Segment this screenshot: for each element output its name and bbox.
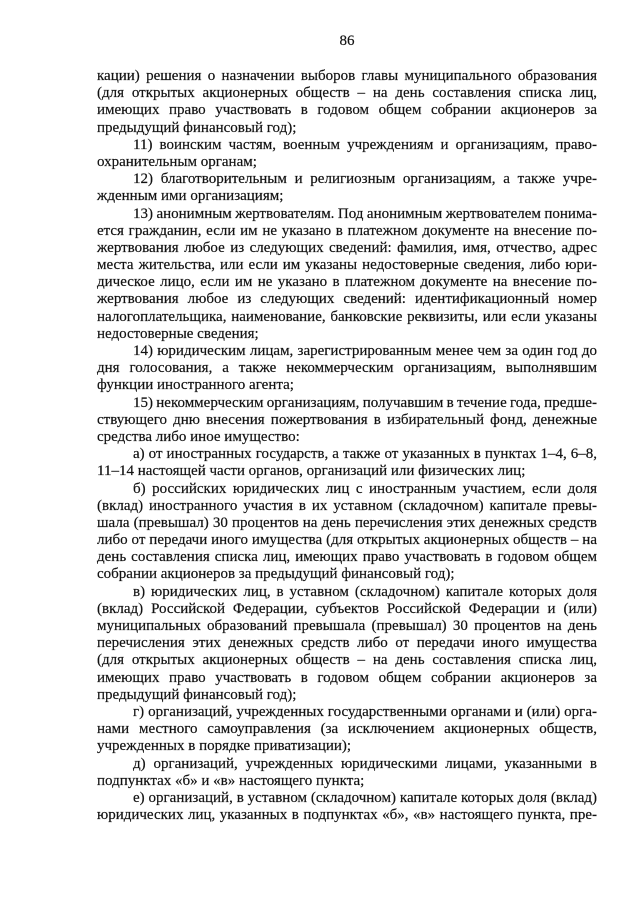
text-line: имеющих право участвовать в годовом общем собрании акционеров за: [97, 102, 597, 119]
text-line: 15) некоммерческим организациям, получавшим в течение года, предше-: [133, 394, 597, 411]
text-line: перечисления этих денежных средств либо от передачи иного имущества: [97, 635, 597, 652]
text-line: жденным ими организациям;: [97, 188, 284, 205]
text-line: ствующего дню внесения пожертвования в избирательный фонд, денежные: [97, 411, 597, 428]
paragraph-item-12: [97, 171, 597, 205]
text-line: б) российских юридических лиц с иностранным участием, если доля: [133, 480, 597, 497]
text-line: нами местного самоуправления (за исключением акционерных обществ,: [97, 721, 597, 738]
paragraph-item-15: [97, 395, 597, 447]
text-line: недостоверные сведения;: [97, 325, 259, 342]
text-line: ется гражданин, если им не указано в платежном документе на внесение по-: [97, 222, 597, 239]
paragraph-continuation: [97, 68, 597, 137]
text-line: день составления списка лиц, имеющих право участвовать в годовом общем: [97, 549, 597, 566]
text-line: средства либо иное имущество:: [97, 428, 300, 445]
text-line: (для открытых акционерных обществ – на день составления списка лиц,: [97, 652, 597, 669]
text-line: а) от иностранных государств, а также от указанных в пунктах 1–4, 6–8,: [133, 446, 597, 463]
text-line: 12) благотворительным и религиозным организациям, а также учре-: [133, 171, 597, 188]
text-line: в) юридических лиц, в уставном (складочном) капитале которых доля: [133, 583, 597, 600]
text-line: (для открытых акционерных обществ – на день составления списка лиц,: [97, 85, 597, 102]
text-line: юридических лиц, указанных в подпунктах «б», «в» настоящего пункта, пре-: [97, 807, 597, 824]
text-line: (вклад) иностранного участия в их уставном (складочном) капитале превы-: [97, 497, 597, 514]
subparagraph-v: [97, 584, 597, 704]
document-body: [97, 68, 597, 824]
page-number: 86: [339, 33, 355, 49]
text-line: собрании акционеров за предыдущий финансовый год);: [97, 566, 455, 583]
text-line: 14) юридическим лицам, зарегистрированным менее чем за один год до: [133, 343, 597, 359]
text-line: функции иностранного агента;: [97, 377, 294, 394]
text-line: шала (превышал) 30 процентов на день перечисления этих денежных средств: [97, 514, 597, 531]
text-line: жертвования любое из следующих сведений: фамилия, имя, отчество, адрес: [97, 239, 597, 256]
subparagraph-a: [97, 446, 597, 480]
text-line: учрежденных в порядке приватизации);: [97, 738, 352, 755]
paragraph-item-13: [97, 206, 597, 344]
text-line: 11) воинским частям, военным учреждениям и организациям, право-: [133, 136, 597, 153]
text-line: 11–14 настоящей части органов, организаций или физических лиц;: [97, 463, 526, 480]
text-line: е) организаций, в уставном (складочном) капитале которых доля (вклад): [133, 789, 597, 806]
text-line: имеющих право участвовать в годовом общем собрании акционеров за: [97, 669, 597, 686]
text-line: предыдущий финансовый год);: [97, 686, 297, 703]
text-line: дическое лицо, если им не указано в платежном документе на внесение по-: [97, 274, 597, 291]
subparagraph-e: [97, 790, 597, 824]
text-line: д) организаций, учрежденных юридическими лицами, указанными в: [133, 755, 597, 772]
subparagraph-d: [97, 756, 597, 790]
text-line: места жительства, или если им указаны недостоверные сведения, либо юри-: [97, 257, 597, 274]
text-line: налогоплательщика, наименование, банковские реквизиты, или если указаны: [97, 308, 597, 325]
text-line: дня голосования, а также некоммерческим организациям, выполнявшим: [97, 360, 597, 377]
paragraph-item-14: [97, 343, 597, 395]
text-line: либо от передачи иного имущества (для открытых акционерных обществ – на: [97, 532, 597, 549]
text-line: (вклад) Российской Федерации, субъектов Российской Федерации и (или): [97, 600, 597, 617]
text-line: г) организаций, учрежденных государственными органами и (или) орга-: [133, 703, 597, 720]
text-line: жертвования любое из следующих сведений: идентификационный номер: [97, 291, 597, 308]
text-line: подпунктах «б» и «в» настоящего пункта;: [97, 772, 365, 789]
subparagraph-g: [97, 704, 597, 756]
text-line: охранительным органам;: [97, 153, 257, 170]
subparagraph-b: [97, 481, 597, 584]
text-line: 13) анонимным жертвователям. Под анонимным жертвователем понима-: [133, 205, 597, 222]
text-line: кации) решения о назначении выборов главы муниципального образования: [97, 68, 597, 84]
text-line: муниципальных образований превышала (превышал) 30 процентов на день: [97, 618, 597, 634]
paragraph-item-11: [97, 137, 597, 171]
text-line: предыдущий финансовый год);: [97, 119, 297, 136]
